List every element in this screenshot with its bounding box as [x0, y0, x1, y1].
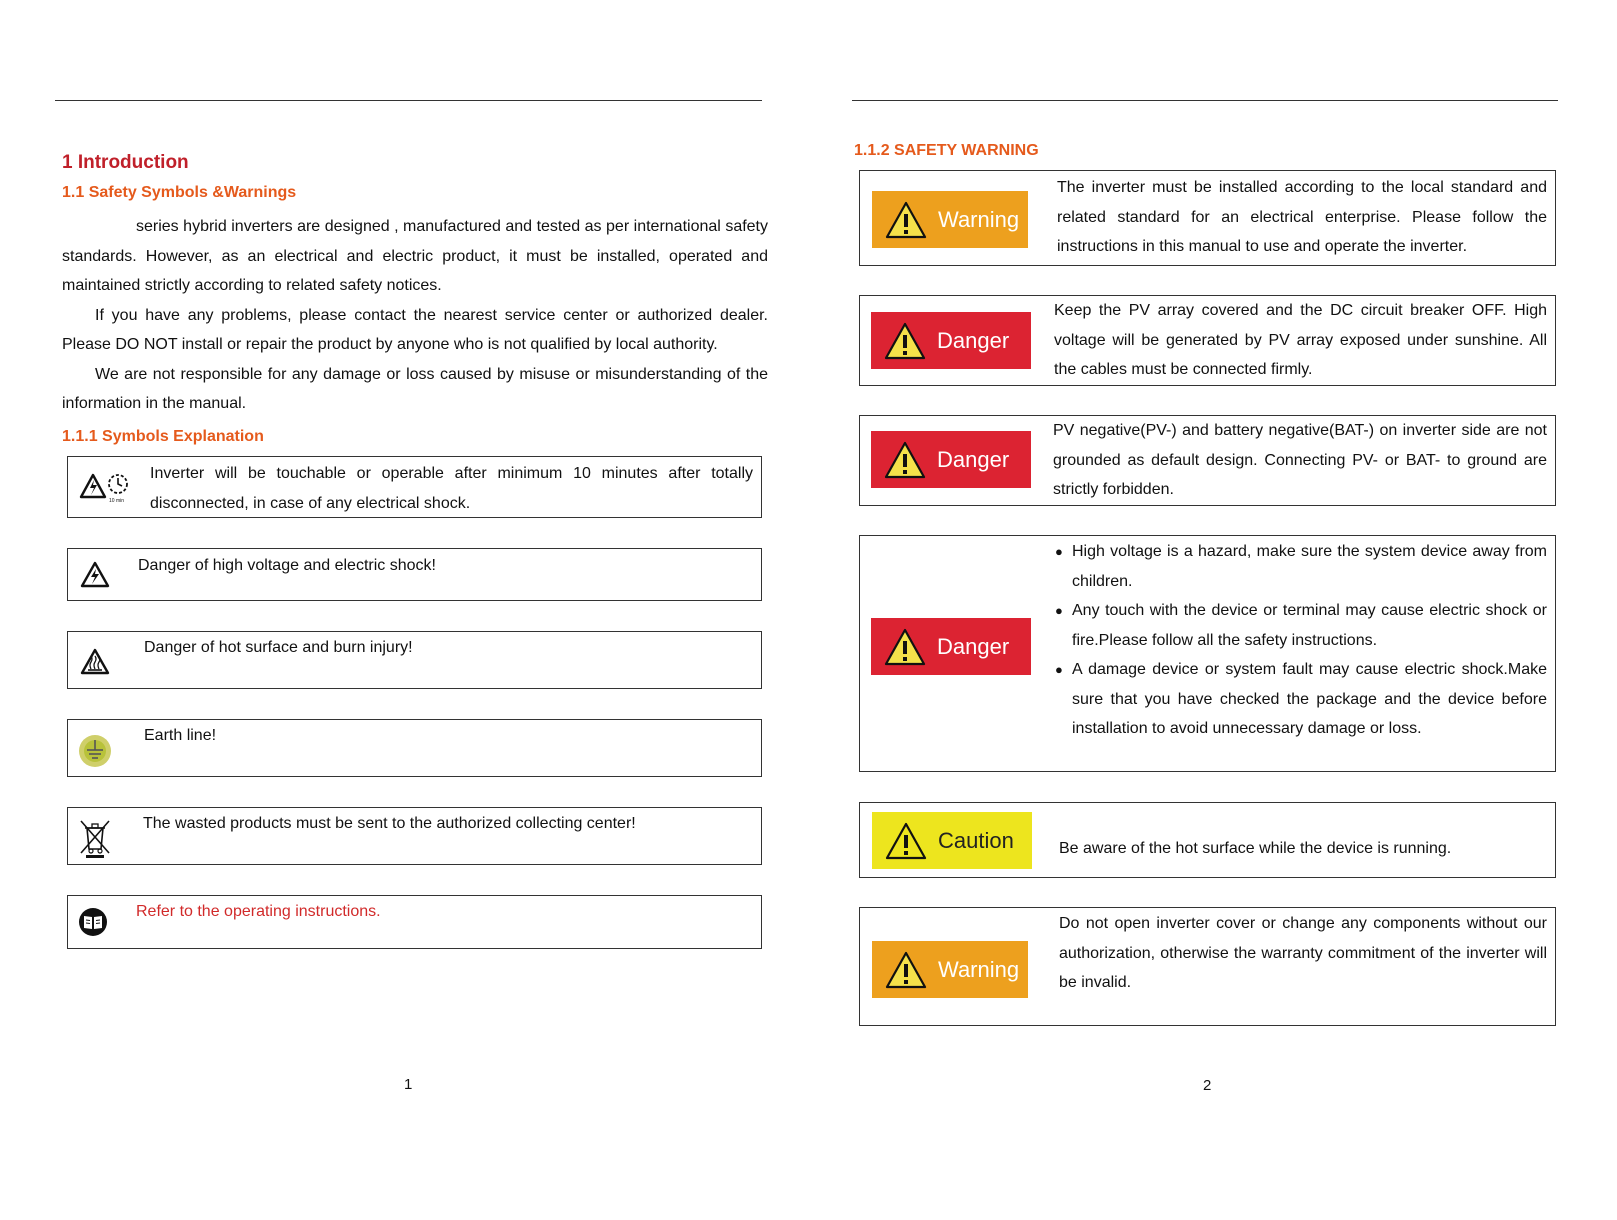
warning-triangle-icon — [884, 200, 928, 240]
header-rule — [852, 100, 1558, 101]
badge-label: Danger — [937, 633, 1010, 659]
badge-label: Warning — [938, 956, 1020, 982]
intro-paragraph: series hybrid inverters are designed , manufactured and tested as per international safety standards. However, as an electrical and electric product, it must be installed, operated and maintained strictly according to related safety notices. — [62, 218, 768, 294]
symbol-row — [67, 807, 762, 865]
page-number: 1 — [404, 1076, 413, 1093]
danger-badge — [871, 618, 1031, 675]
symbol-row — [67, 548, 762, 601]
heading-safety-warning: 1.1.2 SAFETY WARNING — [854, 142, 1039, 159]
bullet-item: ● High voltage is a hazard, make sure the system device away from children. — [1055, 537, 1547, 596]
warning-badge — [872, 941, 1028, 998]
bullet-item: ● Any touch with the device or terminal may cause electric shock or fire.Please follow all the safety instructions. — [1055, 596, 1547, 655]
heading-safety-symbols: 1.1 Safety Symbols &Warnings — [62, 184, 297, 201]
symbol-text: Danger of hot surface and burn injury! — [144, 639, 413, 656]
caution-badge — [872, 812, 1032, 869]
warning-triangle-icon — [883, 627, 927, 667]
danger-box — [859, 535, 1556, 772]
warning-text: Keep the PV array covered and the DC circuit breaker OFF. High voltage will be generated by PV array exposed under sunshine. All the cables must be connected firmly. — [1054, 302, 1547, 378]
symbol-row — [67, 631, 762, 689]
heading-symbols-explanation: 1.1.1 Symbols Explanation — [62, 428, 264, 445]
bullet-item: ● A damage device or system fault may cause electric shock.Make sure that you have checked the package and the device before installation to avoid unnecessary damage or loss. — [1055, 655, 1547, 744]
page-left — [0, 0, 808, 1220]
warning-box — [859, 170, 1556, 266]
badge-label: Caution — [938, 827, 1014, 853]
warning-triangle-icon — [883, 440, 927, 480]
manual-icon — [78, 907, 112, 941]
intro-text — [62, 212, 768, 419]
page-right — [808, 0, 1617, 1220]
high-voltage-icon — [79, 559, 113, 593]
symbol-row — [67, 895, 762, 949]
warning-text: Do not open inverter cover or change any components without our authorization, otherwise the warranty commitment of the inverter will be invalid. — [1059, 915, 1547, 991]
danger-box — [859, 295, 1556, 386]
page-number: 2 — [1203, 1077, 1212, 1094]
warning-triangle-icon — [884, 950, 928, 990]
weee-bin-icon — [78, 818, 112, 858]
caution-box — [859, 802, 1556, 878]
header-rule — [55, 100, 762, 101]
symbol-text: Earth line! — [144, 727, 217, 744]
intro-paragraph: If you have any problems, please contact the nearest service center or authorized dealer. Please DO NOT install or repair the product by anyone who is not qualified by local authority. — [62, 306, 768, 353]
badge-label: Danger — [937, 327, 1010, 353]
symbol-row — [67, 719, 762, 777]
earth-icon — [78, 734, 112, 768]
warning-badge — [872, 191, 1028, 248]
symbol-text: Danger of high voltage and electric shock! — [138, 557, 436, 574]
heading-introduction: 1 Introduction — [62, 152, 189, 173]
badge-label: Danger — [937, 446, 1010, 472]
warning-triangle-icon — [884, 821, 928, 861]
warning-text: The inverter must be installed according to the local standard and related standard for an electrical enterprise. Please follow the instructions in this manual to use and operate the inverter. — [1057, 179, 1547, 255]
warning-box — [859, 907, 1556, 1026]
symbol-row — [67, 456, 762, 518]
timer-label: 10 min — [109, 498, 125, 503]
warning-text: Be aware of the hot surface while the device is running. — [1059, 840, 1452, 857]
danger-badge — [871, 312, 1031, 369]
symbol-text: Inverter will be touchable or operable after minimum 10 minutes after totally disconnected, in case of any electrical shock. — [150, 465, 753, 512]
badge-label: Warning — [938, 206, 1020, 232]
warning-text: PV negative(PV-) and battery negative(BAT-) on inverter side are not grounded as default design. Connecting PV- or BAT- to ground are strictly forbidden. — [1053, 422, 1547, 498]
warning-triangle-icon — [883, 321, 927, 361]
danger-box — [859, 415, 1556, 506]
danger-badge — [871, 431, 1031, 488]
hot-surface-icon — [79, 646, 113, 680]
intro-paragraph: We are not responsible for any damage or loss caused by misuse or misunderstanding of the information in the manual. — [62, 365, 768, 412]
symbol-text: The wasted products must be sent to the authorized collecting center! — [143, 815, 636, 832]
warning-bullets — [1055, 537, 1547, 744]
symbol-text: Refer to the operating instructions. — [136, 903, 381, 920]
shock-timer-icon — [78, 469, 130, 503]
